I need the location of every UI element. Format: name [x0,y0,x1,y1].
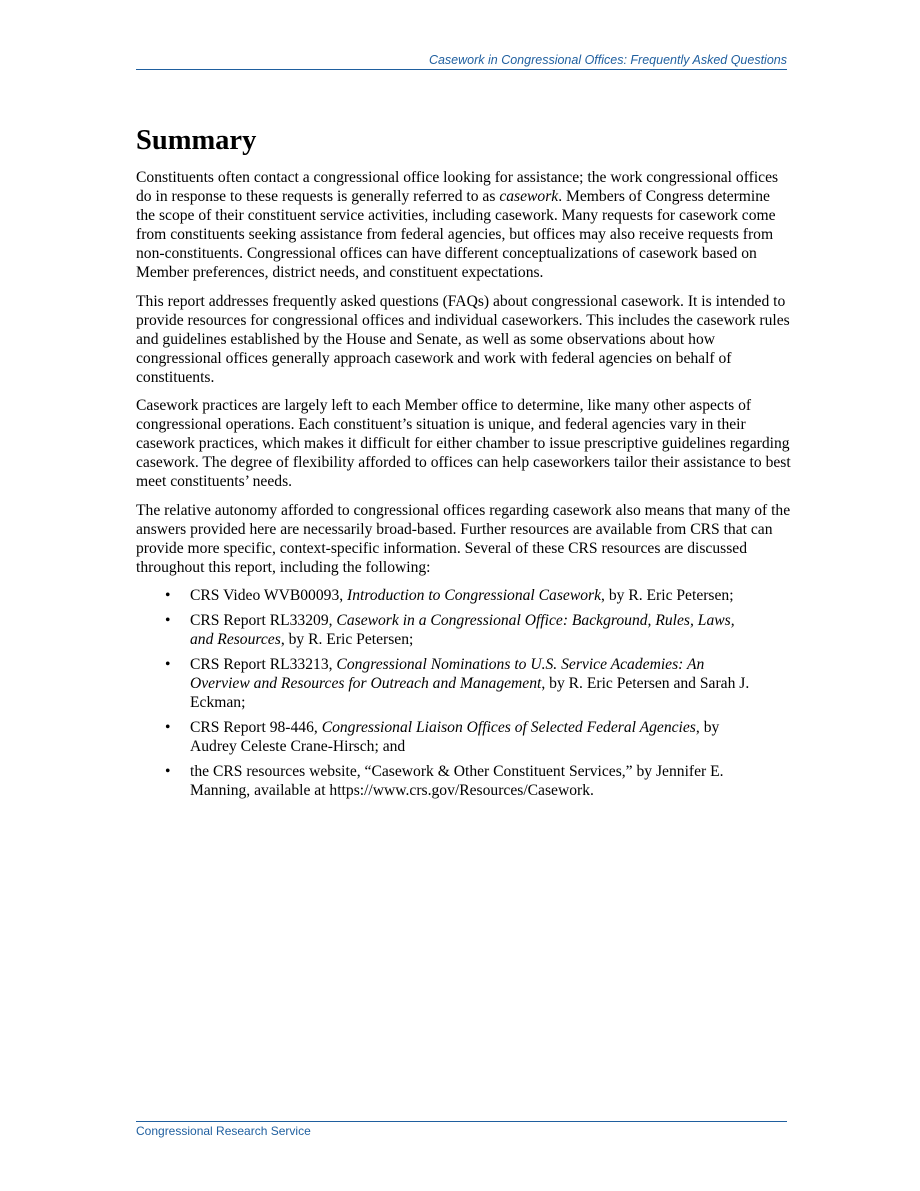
bullet-icon: • [165,719,171,736]
list-item-title: Casework in a Congressional Office: Background, Rules, Laws, and Resources [190,612,735,648]
paragraph-2: This report addresses frequently asked questions (FAQs) about congressional casework. It is intended to provide resources for congressional offices and individual caseworkers. This includes the casework rules and guidelines established by the House and Senate, as well as some observations about how congressional offices generally approach casework and work with federal agencies on behalf of constituents. [136,292,790,386]
section-title: Summary [136,125,257,156]
casework-term: casework [499,188,559,205]
running-header: Casework in Congressional Offices: Frequently Asked Questions [136,53,787,70]
bullet-icon: • [165,612,171,629]
list-item-text: CRS Video WVB00093, [190,587,348,604]
list-item-text: CRS Report 98-446, [190,719,322,736]
list-item [165,718,750,756]
list-item-text: CRS Report RL33209, [190,612,337,629]
summary-section [136,122,791,806]
bullet-icon: • [165,587,171,604]
list-item-text: CRS Report RL33213, [190,656,337,673]
list-item [165,586,750,605]
list-item-text: the CRS resources website, “Casework & Other Constituent Services,” by Jennifer E. Manning, available at https://www.crs.gov/Resources/Casework. [190,763,724,799]
paragraph-3: Casework practices are largely left to each Member office to determine, like many other aspects of congressional operations. Each constituent’s situation is unique, and federal agencies vary in their casework practices, which makes it difficult for either chamber to issue prescriptive guidelines regarding casework. The degree of flexibility afforded to offices can help caseworkers tailor their assistance to best meet constituents’ needs. [136,397,791,490]
list-item-text: , by Audrey Celeste Crane-Hirsch; and [190,719,720,755]
list-item [165,762,750,800]
paragraph-1-text-b: . Members of Congress determine the scope of their constituent service activities, including casework. Many requests for casework come from constituents seeking assistance from federal agencies, but offices may also receive requests from non-constituents. Congressional offices can have different conceptualizations of casework based on Member preferences, district needs, and constituent expectations. [136,188,776,281]
bullet-icon: • [165,656,171,673]
list-item-text: , by R. Eric Petersen and Sarah J. Eckman; [190,675,750,711]
list-item-text: , by R. Eric Petersen; [601,587,734,604]
list-item-title: Congressional Liaison Offices of Selected Federal Agencies [321,719,696,736]
list-item-text: , by R. Eric Petersen; [280,631,414,648]
paragraph-4: The relative autonomy afforded to congressional offices regarding casework also means that many of the answers provided here are necessarily broad-based. Further resources are available from CRS that can provide more specific, context-specific information. Several of these CRS resources are discussed throughout this report, including the following: [136,501,791,576]
running-footer: Congressional Research Service [136,1121,787,1138]
list-item-title: Congressional Nominations to U.S. Service Academies: An Overview and Resources for Outreach and Management [190,656,705,692]
list-item-title: Introduction to Congressional Casework [347,587,602,604]
paragraph-1 [136,168,791,282]
list-item [165,655,750,712]
paragraph-1-text-a: Constituents often contact a congressional office looking for assistance; the work congressional offices do in response to these requests is generally referred to as [136,169,779,205]
list-item [165,611,750,649]
bullet-icon: • [165,763,171,780]
resource-list [136,586,791,800]
